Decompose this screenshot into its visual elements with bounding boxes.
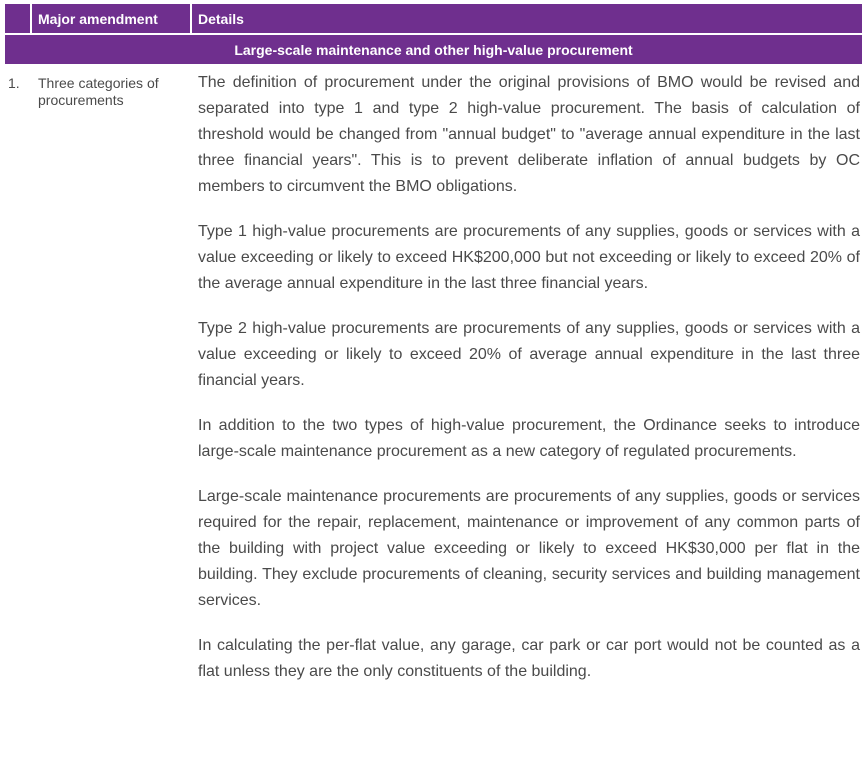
amendment-table bbox=[5, 4, 862, 704]
details-paragraph: Large-scale maintenance procurements are procurements of any supplies, goods or services required for the repair, replacement, maintenance or improvement of any common parts of the building with project value exceeding or likely to exceed HK$30,000 per flat in the building. They exclude procurements of cleaning, security services and building management services. bbox=[198, 488, 860, 609]
header-number-cell bbox=[5, 4, 32, 33]
row-amendment: Three categories of procurements bbox=[38, 75, 159, 108]
header-details: Details bbox=[198, 10, 244, 27]
details-paragraph: In calculating the per-flat value, any garage, car park or car port would not be counted as a flat unless they are the only constituents of the building. bbox=[198, 637, 860, 680]
details-paragraph: The definition of procurement under the original provisions of BMO would be revised and separated into type 1 and type 2 high-value procurement. The basis of calculation of threshold would be changed from "annual budget" to "average annual expenditure in the last three financial years". This is to prevent deliberate inflation of annual budgets by OC members to circumvent the BMO obligations. bbox=[198, 74, 860, 195]
table-row bbox=[5, 70, 862, 704]
details-paragraph: Type 1 high-value procurements are procurements of any supplies, goods or services with a value exceeding or likely to exceed HK$200,000 but not exceeding or likely to exceed 20% of the average annual expenditure in the last three financial years. bbox=[198, 223, 860, 292]
header-major-amendment: Major amendment bbox=[32, 4, 192, 33]
details-paragraph: Type 2 high-value procurements are procurements of any supplies, goods or services with a value exceeding or likely to exceed 20% of average annual expenditure in the last three financial years. bbox=[198, 320, 860, 389]
row-details bbox=[192, 70, 862, 704]
details-paragraph: In addition to the two types of high-value procurement, the Ordinance seeks to introduce large-scale maintenance procurement as a new category of regulated procurements. bbox=[198, 417, 860, 460]
row-number: 1. bbox=[8, 75, 20, 91]
section-heading: Large-scale maintenance and other high-value procurement bbox=[5, 35, 862, 64]
table-header-row bbox=[5, 4, 862, 33]
